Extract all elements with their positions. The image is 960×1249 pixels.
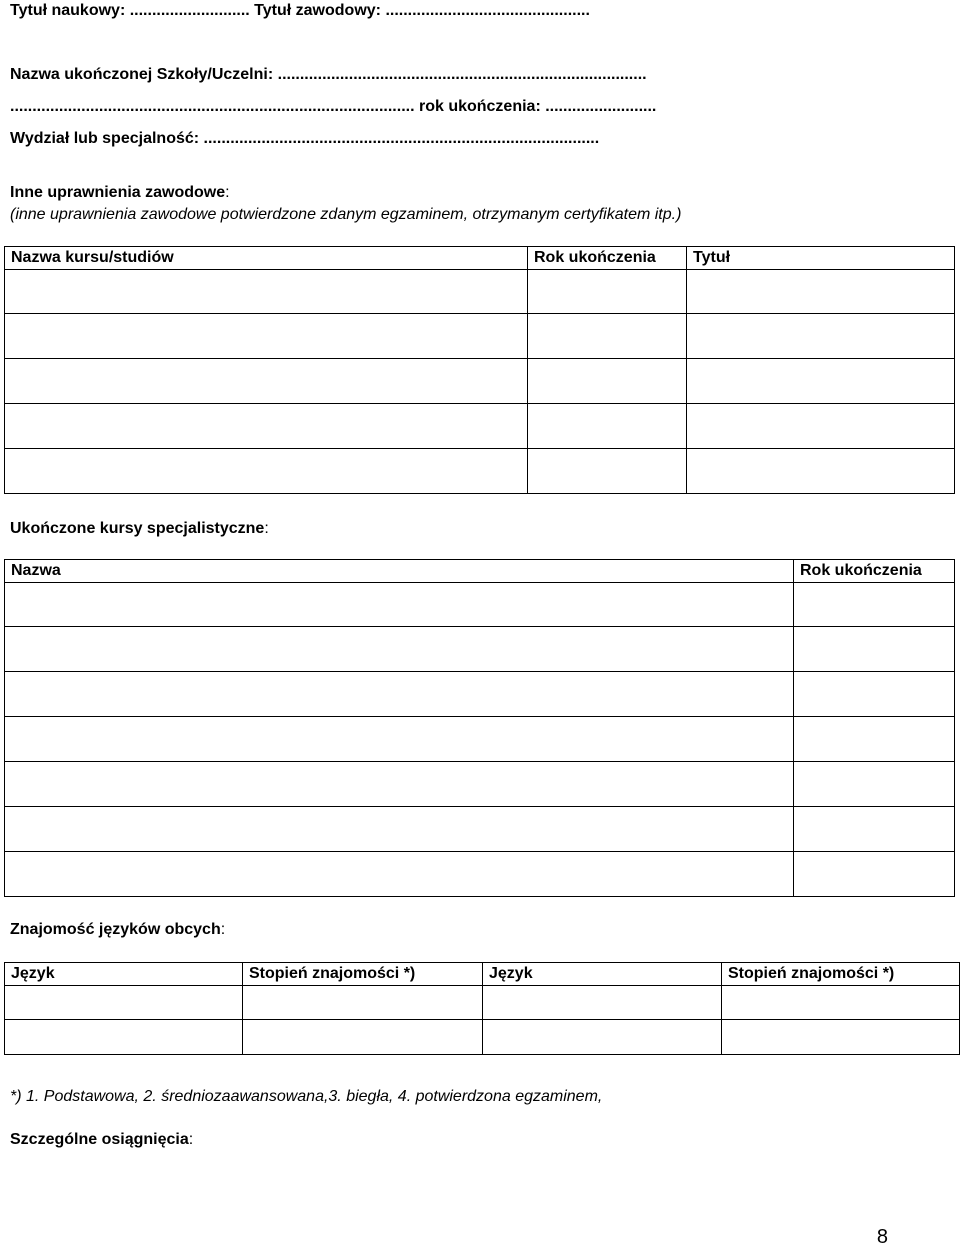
table-cell[interactable] [5,1020,243,1055]
other-quals-note: (inne uprawnienia zawodowe potwierdzone zdanym egzaminem, otrzymanym certyfikatem itp.) [10,206,682,223]
table-cell[interactable] [483,1020,722,1055]
table-cell[interactable] [528,404,687,449]
table-cell[interactable] [794,672,955,717]
table-cell[interactable] [5,672,794,717]
table-cell[interactable] [794,762,955,807]
page-number: 8 [876,1226,888,1248]
table-cell[interactable] [528,359,687,404]
table-row [5,359,955,404]
table-cell[interactable] [483,986,722,1020]
colon: : [188,1131,194,1148]
table-cell[interactable] [243,986,483,1020]
table-cell[interactable] [5,717,794,762]
table-row [5,270,955,314]
table-header-row [5,247,955,270]
table-row [5,986,960,1020]
table-cell[interactable] [528,449,687,494]
table-cell[interactable] [5,449,528,494]
table-cell[interactable] [687,270,955,314]
table-row [5,449,955,494]
table-cell[interactable] [243,1020,483,1055]
table-row [5,762,955,807]
table-cell[interactable] [687,449,955,494]
faculty-line: Wydział lub specjalność: ......................................................................................... [10,130,600,147]
table-row [5,1020,960,1055]
table-row [5,717,955,762]
table-cell[interactable] [5,986,243,1020]
column-header: Język [5,963,243,986]
table-header-row [5,560,955,583]
languages-label: Znajomość języków obcych [10,921,221,938]
column-header: Nazwa [5,560,794,583]
table-cell[interactable] [794,717,955,762]
table-row [5,404,955,449]
table-cell[interactable] [687,359,955,404]
table-cell[interactable] [5,359,528,404]
table-row [5,852,955,897]
table-cell[interactable] [5,762,794,807]
other-quals-heading [10,183,230,203]
column-header: Rok ukończenia [794,560,955,583]
table-cell[interactable] [794,852,955,897]
achievements-heading [10,1130,193,1150]
table-cell[interactable] [794,583,955,627]
table-cell[interactable] [5,404,528,449]
other-quals-label: Inne uprawnienia zawodowe [10,184,226,201]
column-header: Stopień znajomości *) [722,963,960,986]
table-cell[interactable] [5,807,794,852]
languages-table [4,962,960,1055]
table-cell[interactable] [5,852,794,897]
column-header: Nazwa kursu/studiów [5,247,528,270]
table-row [5,627,955,672]
school-line-2: ........................................................................................... rok ukończenia: ......................... [10,98,657,115]
table-cell[interactable] [5,270,528,314]
table-cell[interactable] [5,627,794,672]
colon: : [264,520,269,537]
table-cell[interactable] [528,314,687,359]
table-cell[interactable] [5,583,794,627]
school-line: Nazwa ukończonej Szkoły/Uczelni: ................................................................................... [10,66,647,83]
table-row [5,314,955,359]
table-cell[interactable] [687,314,955,359]
courses-table [4,246,955,494]
specialist-table [4,559,955,897]
table-cell[interactable] [528,270,687,314]
colon: : [225,184,230,201]
table-cell[interactable] [722,986,960,1020]
column-header: Tytuł [687,247,955,270]
column-header: Rok ukończenia [528,247,687,270]
table-cell[interactable] [5,314,528,359]
table-cell[interactable] [687,404,955,449]
colon: : [220,921,226,938]
table-cell[interactable] [794,807,955,852]
table-cell[interactable] [722,1020,960,1055]
table-row [5,672,955,717]
table-row [5,583,955,627]
table-header-row [5,963,960,986]
specialist-heading [10,519,269,539]
column-header: Język [483,963,722,986]
achievements-label: Szczególne osiągnięcia [10,1131,189,1148]
column-header: Stopień znajomości *) [243,963,483,986]
table-cell[interactable] [794,627,955,672]
titles-line: Tytuł naukowy: ........................... Tytuł zawodowy: .............................................. [10,2,590,19]
footnote: *) 1. Podstawowa, 2. średniozaawansowana,3. biegła, 4. potwierdzona egzaminem, [10,1088,603,1105]
table-row [5,807,955,852]
languages-heading [10,920,225,940]
specialist-label: Ukończone kursy specjalistyczne [10,520,265,537]
